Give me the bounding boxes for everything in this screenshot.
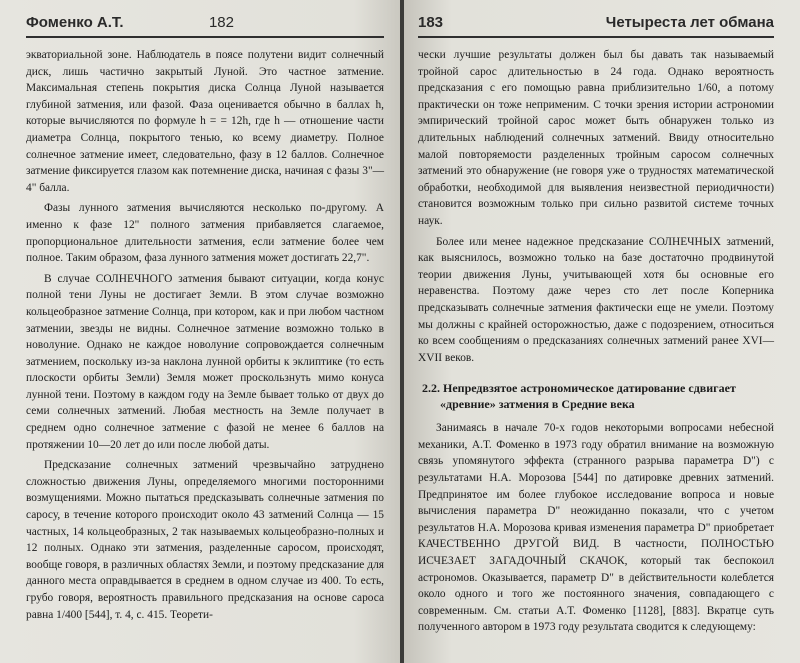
paragraph: экваториальной зоне. Наблюдатель в поясе полутени видит солнечный диск, лишь частично закрытый Луной. Это частное затмение. Максимальная степень покрытия диска Солнца Луной называется глубиной затмения, или фазой. Фаза оценивается обычно в баллах h, которые вычисляются по формуле h = = 12h, где h — отношение части диаметра Солнца, покрытого тенью, ко всему диаметру. Полное солнечное затмение имеет, следовательно, фазу в 12 баллов. Солнечное затмение фиксируется глазом как потемнение диска, начиная с фазы 3"—4" балла. — [26, 49, 384, 194]
paragraph: В случае СОЛНЕЧНОГО затмения бывают ситуации, когда конус полной тени Луны не достигает Земли. В этом случае возможно кольцеобразное затмение Солнца, при котором, как и при любом частном затмении, звезды не видны. Солнечное затмение возможно только в новолуние. Однако не каждое новолуние сопровождается солнечным затмением, поскольку из-за наклона лунной орбиты к эклиптике (то есть плоскости орбиты Земли) Земля может проскользнуть мимо конуса лунной тени. Поэтому в каждом году на Земле бывает только от двух до семи солнечных затмений. Любая местность на Земле получает в среднем одно солнечное затмение с фазой не менее 6 баллов на протяжении 10—20 лет до или после любой даты. — [26, 272, 384, 451]
running-header-right — [418, 14, 774, 38]
running-header-left — [26, 14, 384, 38]
paragraph: Занимаясь в начале 70-х годов некоторыми вопросами небесной механики, А.Т. Фоменко в 1973 году обратил внимание на возможную связь упомянутого эффекта (странного разрыва параметра D") с результатами Н.А. Морозова [544] по датировке древних затмений. Предпринятое им более глубокое исследование вопроса и новые вычисления параметра D" неожиданно показали, что с учетом результатов Н.А. Морозова кривая изменения параметра D" приобретает КАЧЕСТВЕННО ДРУГОЙ ВИД. В частности, ПОЛНОСТЬЮ ИСЧЕЗАЕТ ЗАГАДОЧНЫЙ СКАЧОК, который так беспокоил астрономов. Оказывается, параметр D" в действительности колеблется около одного и того же постоянного значения, совпадающего с современным. См. статьи А.Т. Фоменко [1128], [883]. Вкратце суть полученного автором в 1973 году результата сводится к следующему: — [418, 422, 774, 634]
page-number-right: 183 — [418, 14, 444, 31]
paragraph: Предсказание солнечных затмений чрезвычайно затруднено сложностью движения Луны, определяемого многими посторонними возмущениями. Можно пытаться предсказывать солнечные затмения по саросу, в течение которого происходит около 43 затмений Солнца — 15 частных, 14 кольцеобразных, 2 так называемых кольцеобразно-полных и 12 полных. Однако эти затмения, разделенные саросом, происходят, вообще говоря, в различных областях Земли, и поэтому предсказание для данного места оправдывается в среднем в одном случае из 400. То есть, грубо говоря, вероятность правильного предсказания на основе сароса равна 1/400 [544], т. 4, с. 415. Теорети- — [26, 459, 384, 621]
running-title: Четыреста лет обмана — [605, 14, 774, 31]
paragraph: Фазы лунного затмения вычисляются несколько по-другому. А именно к фазе 12" полного затмения прибавляется слагаемое, пропорциональное длительности затмения, если затмение более чем полное. Таким образом, фаза лунного затмения может достигать 22,7". — [26, 202, 384, 265]
right-page — [404, 0, 800, 663]
left-page-body — [26, 47, 384, 623]
right-page-body — [418, 47, 774, 636]
paragraph: Более или менее надежное предсказание СОЛНЕЧНЫХ затмений, как выяснилось, возможно только на базе достаточно продвинутой теории движения Луны, учитывающей хотя бы основные его неравенства. Поэтому даже через сто лет после Коперника предсказывать солнечные затмения фактически еще не умели. Поэтому мы должны с крайней осторожностью, даже с подозрением, относиться ко всем сообщениям о предсказаниях солнечных затмений ранее XVI—XVII веков. — [418, 235, 774, 364]
section-heading: 2.2. Непредвзятое астрономическое датирование сдвигает «древние» затмения в Средние века — [422, 381, 736, 412]
author-name: Фоменко А.Т. — [26, 14, 124, 31]
paragraph: чески лучшие результаты должен был бы давать так называемый тройной сарос длительностью в 24 года. Однако вероятность предсказания с его помощью равна приблизительно 1/60, а потому практически он тоже неприменим. С точки зрения истории астрономии эмпирический тройной сарос может быть обнаружен только из длительных наблюдений солнечных затмений. Ввиду относительно малой повторяемости разделенных тройным саросом солнечных затмений это обнаружение (не говоря уже о трудностях математической обработки, необходимой для выявления неизвестной периодичности) становится возможным только при сильно развитой системе точных наук. — [418, 49, 774, 227]
page-number-left: 182 — [208, 14, 234, 31]
